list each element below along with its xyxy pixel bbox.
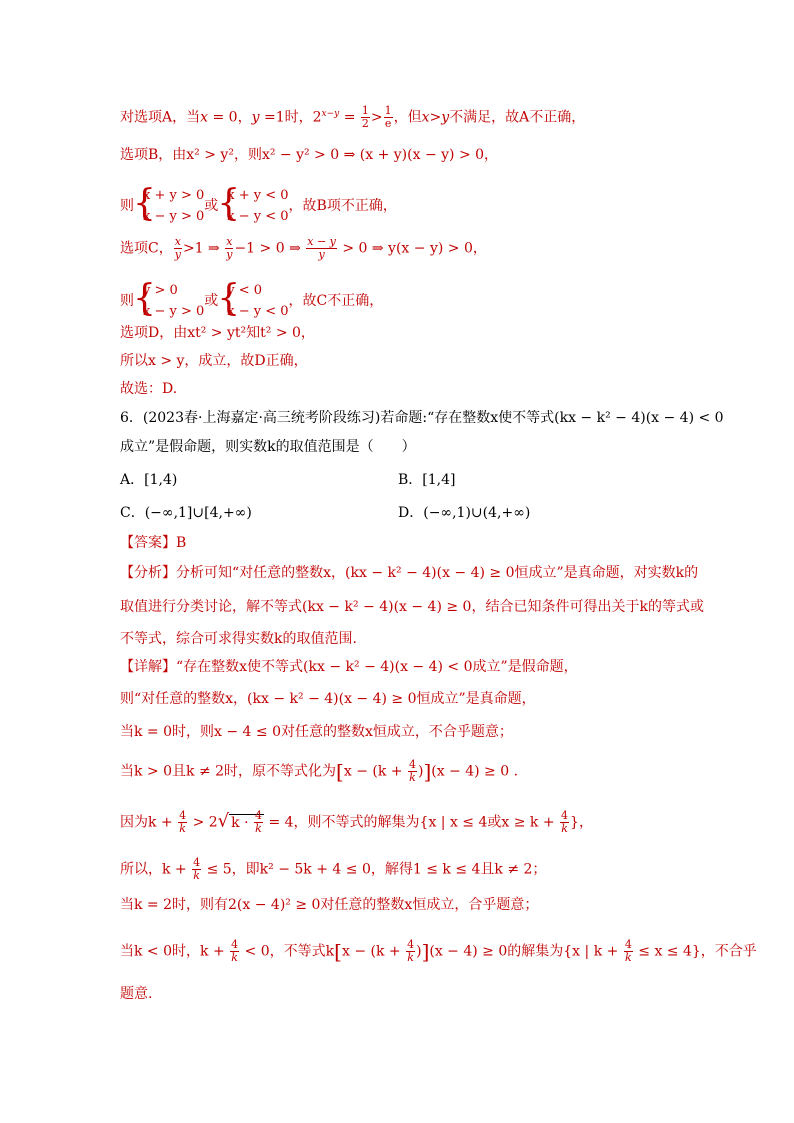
detail-line8: 当k < 0时，k + $\frac{4}{k}$ < 0，不等式k[x − (k + $\frac{4}{k}$ )](x − 4) ≥ 0的解集为{x | k + $\frac{4}{k}$ ≤ x ≤ 4}，不合乎: [120, 938, 757, 964]
detail-line6: 所以，k + $\frac{4}{k}$ ≤ 5，即k² − 5k + 4 ≤ 0，解得1 ≤ k ≤ 4且k ≠ 2；: [120, 856, 547, 882]
analysis-tag: 【分析】: [120, 565, 176, 581]
solution-line-b1: 选项B，由x² > y²，则x² − y² > 0 ⇒ (x + y)(x − y) > 0，: [120, 147, 499, 163]
detail-line7: 当k = 2时，则有2(x − 4)² ≥ 0对任意的整数x恒成立，合乎题意；: [120, 897, 539, 913]
solution-line-a: 对选项A，当x = 0，y =1时，$2^{x-y}$ = $\frac{1}{2}$ > $\frac{1}{e}$ ，但x>y不满足，故A不正确，: [120, 104, 586, 131]
answer-line: [120, 533, 186, 553]
detail-line5: 因为k + $\frac{4}{k}$ > 2√ k · $\frac{4}{k}$ = 4，则不等式的解集为{x | x ≤ 4或x ≥ k + $\frac{4}{k}$ }，: [120, 809, 593, 835]
solution-line-d3: 故选：D.: [120, 381, 178, 397]
analysis-line1: 【分析】分析可知“对任意的整数x，(kx − k² − 4)(x − 4) ≥ 0恒成立”是真命题，对实数k的: [120, 565, 699, 581]
solution-line-c1: 选项C， $\frac{x}{y}$ >1 ⇒ $\frac{x}{y}$ −1 > 0 ⇒ $\frac{x - y}{y}$ > 0 ⇒ y(x − y) > 0，: [120, 235, 487, 261]
answer-tag: 【答案】: [120, 535, 176, 551]
question-6-line1: 6．(2023春·上海嘉定·高三统考阶段练习)若命题:“存在整数x使不等式(kx − k² − 4)(x − 4) < 0: [120, 410, 724, 426]
solution-line-c2: 则 { y > 0 x − y > 0 或 { y < 0 x − y < 0 ，故C不正确，: [120, 280, 383, 322]
analysis-line2: 取值进行分类讨论，解不等式(kx − k² − 4)(x − 4) ≥ 0，结合已知条件可得出关于k的等式或: [120, 599, 704, 615]
detail-line3: 当k = 0时，则x − 4 ≤ 0对任意的整数x恒成立，不合乎题意；: [120, 724, 513, 740]
analysis-line3: 不等式，综合可求得实数k的取值范围.: [120, 631, 357, 647]
question-6-line2: 成立”是假命题，则实数k的取值范围是（ ）: [120, 439, 416, 455]
detail-tag: 【详解】: [120, 659, 176, 675]
solution-line-b2: 则 { x + y > 0 x − y > 0 或 { x + y < 0 x − y < 0 ，故B项不正确，: [120, 185, 397, 227]
detail-line2: 则“对任意的整数x，(kx − k² − 4)(x − 4) ≥ 0恒成立”是真命题，: [120, 691, 536, 707]
answer-value: B: [176, 535, 187, 551]
option-c: C．(−∞,1]∪[4,+∞): [120, 505, 252, 521]
detail-line1: 【详解】“存在整数x使不等式(kx − k² − 4)(x − 4) < 0成立”是假命题，: [120, 659, 578, 675]
solution-line-d2: 所以x > y，成立，故D正确，: [120, 353, 308, 369]
solution-line-d1: 选项D，由xt² > yt²知t² > 0，: [120, 325, 315, 341]
option-b: B．[1,4]: [398, 472, 456, 488]
detail-line9: 题意.: [120, 986, 153, 1002]
option-d: D．(−∞,1)∪(4,+∞): [398, 505, 531, 521]
option-a: A．[1,4): [120, 472, 178, 488]
detail-line4: 当k > 0且k ≠ 2时，原不等式化为[x − (k + $\frac{4}{k}$ )](x − 4) ≥ 0 .: [120, 758, 519, 784]
